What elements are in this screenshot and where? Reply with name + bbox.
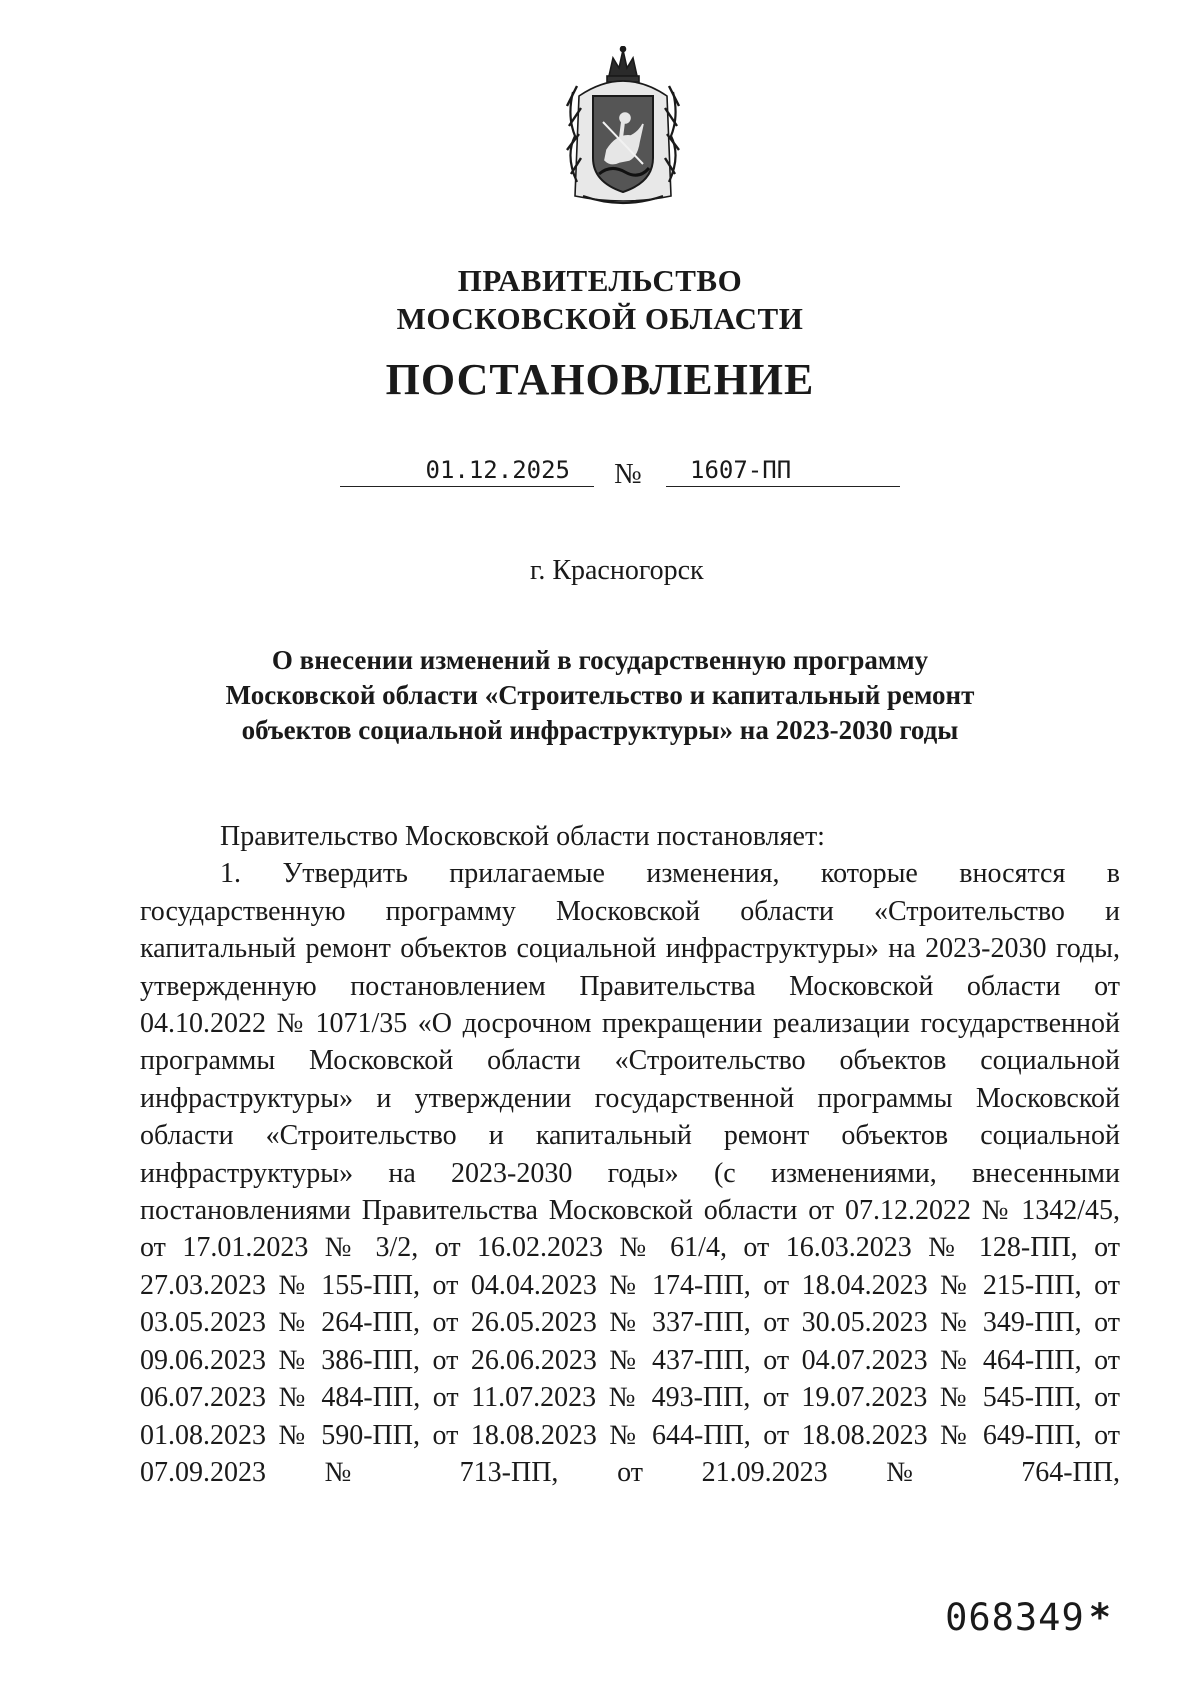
subject-line-2: Московской области «Строительство и капитальный ремонт	[225, 680, 975, 710]
org-line-2: МОСКОВСКОЙ ОБЛАСТИ	[396, 301, 804, 336]
serial-number	[945, 1596, 1112, 1639]
document-type: ПОСТАНОВЛЕНИЕ	[385, 355, 815, 404]
body-intro: Правительство Московской области постановляет:	[220, 821, 825, 852]
number-field	[666, 452, 900, 487]
org-line-1: ПРАВИТЕЛЬСТВО	[457, 263, 743, 298]
serial-star: *	[1088, 1596, 1112, 1639]
serial-value: 068349	[945, 1596, 1085, 1639]
city: г. Красногорск	[530, 555, 704, 586]
registration-line	[340, 452, 900, 492]
document-number: 1607-ПП	[690, 456, 792, 484]
coat-of-arms-icon	[559, 46, 687, 208]
number-sign: №	[614, 458, 642, 490]
date-field	[340, 452, 594, 487]
subject-line-1: О внесении изменений в государственную программу	[271, 645, 929, 675]
document-date: 01.12.2025	[425, 456, 570, 484]
organization-title	[0, 262, 1200, 338]
subject-line-3: объектов социальной инфраструктуры» на 2023-2030 годы	[241, 715, 959, 745]
document-body	[140, 818, 1120, 1491]
document-subject	[0, 643, 1200, 748]
body-item-1: 1. Утвердить прилагаемые изменения, которые вносятся в государственную программу Московской области «Строительство и капитальный ремонт объектов социальной инфраструктуры» на 2023-2030 годы, утвержденную постановлением Правительства Московской области от 04.10.2022 № 1071/35 «О досрочном прекращении реализации государственной программы Московской области «Строительство объектов социальной инфраструктуры» и утверждении государственной программы Московской области «Строительство и капитальный ремонт объектов социальной инфраструктуры» на 2023-2030 годы» (с изменениями, внесенными постановлениями Правительства Московской области от 07.12.2022 № 1342/45, от 17.01.2023 № 3/2, от 16.02.2023 № 61/4, от 16.03.2023 № 128-ПП, от 27.03.2023 № 155-ПП, от 04.04.2023 № 174-ПП, от 18.04.2023 № 215-ПП, от 03.05.2023 № 264-ПП, от 26.05.2023 № 337-ПП, от 30.05.2023 № 349-ПП, от 09.06.2023 № 386-ПП, от 26.06.2023 № 437-ПП, от 04.07.2023 № 464-ПП, от 06.07.2023 № 484-ПП, от 11.07.2023 № 493-ПП, от 19.07.2023 № 545-ПП, от 01.08.2023 № 590-ПП, от 18.08.2023 № 644-ПП, от 18.08.2023 № 649-ПП, от 07.09.2023 № 713-ПП, от 21.09.2023 № 764-ПП,	[140, 858, 1120, 1488]
